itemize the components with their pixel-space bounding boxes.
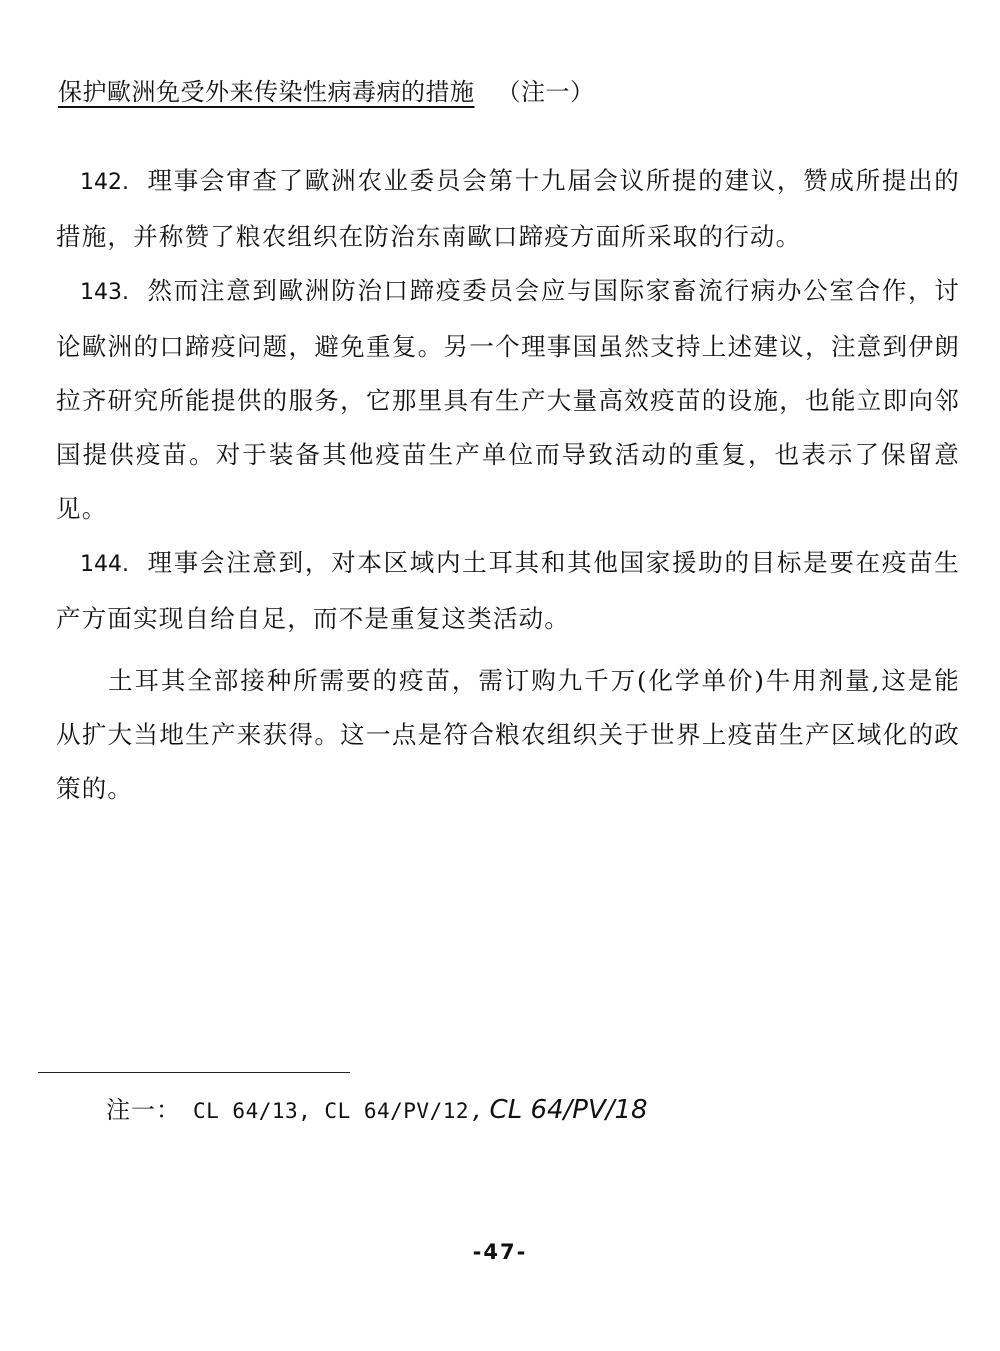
footnote: [106, 1090, 648, 1125]
document-heading: [58, 72, 595, 107]
footnote-divider: [38, 1072, 350, 1073]
paragraph-text: 理事会注意到，对本区域内土耳其和其他国家援助的目标是要在疫苗生产方面实现自给自足，而不是重复这类活动。: [56, 548, 960, 633]
paragraph-text: 然而注意到歐洲防治口蹄疫委员会应与国际家畜流行病办公室合作，讨论歐洲的口蹄疫问题，避免重复。另一个理事国虽然支持上述建议，注意到伊朗拉齐研究所能提供的服务，它那里具有生产大量高效疫苗的设施，也能立即向邻国提供疫苗。对于装备其他疫苗生产单位而导致活动的重复，也表示了保留意见。: [56, 276, 960, 523]
paragraph-142: [56, 154, 960, 264]
paragraph-143: [56, 264, 960, 536]
heading-title: 保护歐洲免受外来传染性病毒病的措施: [58, 78, 475, 106]
page-number: -47-: [472, 1240, 528, 1264]
heading-footnote-marker: （注一）: [496, 78, 595, 106]
paragraph-144: [56, 536, 960, 646]
footnote-references: CL 64/13, CL 64/PV/12: [193, 1099, 470, 1123]
body-text: [56, 154, 960, 816]
paragraph-text: 理事会审查了歐洲农业委员会第十九届会议所提的建议，赞成所提出的措施，并称赞了粮农组织在防治东南歐口蹄疫方面所采取的行动。: [56, 166, 960, 251]
paragraph-number: 142.: [80, 170, 129, 195]
footnote-handwritten-reference: , CL 64/PV/18: [473, 1095, 648, 1125]
paragraph-number: 144.: [80, 552, 129, 577]
paragraph-text: 土耳其全部接种所需要的疫苗，需订购九千万(化学单价)牛用剂量,这是能从扩大当地生产来获得。这一点是符合粮农组织关于世界上疫苗生产区域化的政策的。: [56, 666, 960, 803]
footnote-label: 注一：: [106, 1096, 181, 1124]
paragraph-number: 143.: [80, 280, 129, 305]
paragraph-unnumbered: [56, 654, 960, 816]
